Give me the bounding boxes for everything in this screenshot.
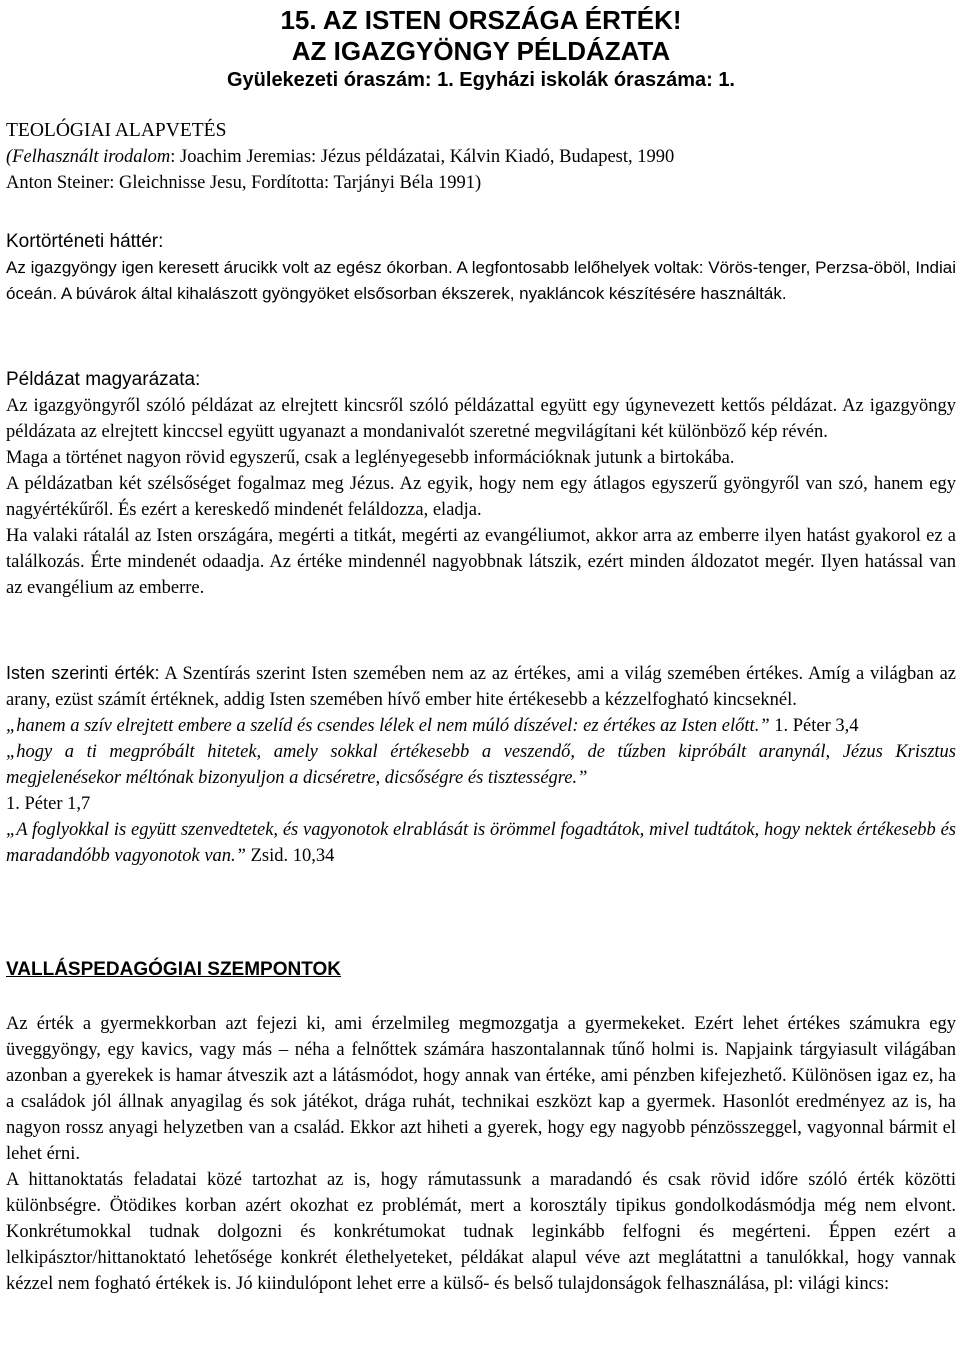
quote-1-reference: 1. Péter 3,4 (769, 716, 859, 736)
quote-2-text: „hogy a ti megpróbált hitetek, amely sokkal értékesebb a veszendő, de tűzben kipróbált aranynál, Jézus Krisztus megjelenésekor méltónak bizonyuljon a dicséretre, dicsőségre és tisztességre.” (6, 742, 956, 788)
godly-value-paragraph (6, 660, 956, 713)
godly-value-text: A Szentírás szerint Isten szemében nem az az értékes, ami a világ szemében értékes. Amíg a világban az arany, ezüst számít értéknek, addig Isten szemében hívő ember hite értékesebb a kézzelfogható kincseknél. (6, 664, 957, 710)
explanation-paragraph-3: A példázatban két szélsőséget fogalmaz meg Jézus. Az egyik, hogy nem egy átlagos egyszerű gyöngyről van szó, hanem egy nagyértékűről. És ezért a kereskedő mindenét feláldozza, eladja. (6, 474, 956, 520)
explanation-paragraph-2: Maga a történet nagyon rövid egyszerű, csak a leglényegesebb információknak jutunk a birtokába. (6, 448, 735, 468)
literature-reference-2: Anton Steiner: Gleichnisse Jesu, Fordította: Tarjányi Béla 1991) (6, 173, 482, 193)
godly-value-label: Isten szerinti érték: (6, 663, 160, 683)
quote-1-text: „hanem a szív elrejtett embere a szelíd és csendes lélek el nem múló díszével: ez értékes az Isten előtt.” (6, 716, 770, 736)
parable-explanation-section (6, 367, 956, 601)
religious-pedagogy-body (6, 1011, 956, 1297)
explanation-paragraph-4: Ha valaki rátalál az Isten országára, megérti a titkát, megérti az evangéliumot, akkor arra az emberre ilyen hatást gyakorol ez a találkozás. Érte mindenét odaadja. Az értéke mindennél nagyobbnak látszik, ezért minden áldozatot megér. Ilyen hatással van az evangélium az emberre. (6, 526, 956, 598)
historical-background-label: Kortörténeti háttér: (6, 231, 164, 252)
theology-section (6, 118, 956, 196)
historical-background-section (6, 229, 956, 307)
literature-reference-1: : Joachim Jeremias: Jézus példázatai, Kálvin Kiadó, Budapest, 1990 (170, 147, 675, 167)
quote-3-reference: Zsid. 10,34 (245, 846, 335, 866)
lesson-count-subtitle: Gyülekezeti óraszám: 1. Egyházi iskolák óraszáma: 1. (226, 69, 735, 91)
quote-3 (6, 817, 956, 869)
pedagogy-paragraph-2: A hittanoktatás feladatai közé tartozhat az is, hogy rámutassunk a maradandó és csak rövid időre szóló érték közötti különbségre. Ötödikes korban azért okozhat ez problémát, mert a korosztály tipikus gondolkodásmódja még nem elvont. Konkrétumokkal tudnak dolgozni és konkrétumokat tudnak leginkább felfogni és megérteni. Éppen ezért a lelkipásztor/hittanoktató lehetősége konkrét élethelyeteket, példákat alapul véve azt meglátattni a tanulókkal, hogy vannak kézzel nem fogható értékek is. Jó kiindulópont lehet erre a külső- és belső tulajdonságok felhasználása, pl: világi kincs: (6, 1170, 956, 1294)
parable-explanation-label: Példázat magyarázata: (6, 369, 201, 390)
literature-line-1 (6, 144, 956, 170)
religious-pedagogy-section (6, 957, 956, 983)
quote-3-text: „A foglyokkal is együtt szenvedtetek, és vagyonotok elrablását is örömmel fogadtátok, mivel tudtátok, hogy nektek értékesebb és maradandóbb vagyonotok van.” (6, 820, 956, 866)
explanation-paragraph-1: Az igazgyöngyről szóló példázat az elrejtett kincsről szóló példázattal együtt egy úgynevezett kettős példázat. Az igazgyöngy példázata az elrejtett kinccsel együtt ugyanazt a mondanivalót szeretné megvilágítani két különböző kép révén. (6, 396, 956, 442)
literature-label: (Felhasznált irodalom (6, 147, 171, 167)
parable-title: AZ IGAZGYÖNGY PÉLDÁZATA (291, 36, 671, 66)
pedagogy-paragraph-1: Az érték a gyermekkorban azt fejezi ki, ami érzelmileg megmozgatja a gyermekeket. Ezért lehet értékes számukra egy üveggyöngy, egy kavics, vagy más – néha a felnőttek számára haszontalannak tűnő holmi is. Napjaink tárgyiasult világában azonban a gyerekek is hamar átveszik azt a látásmódot, hogy annak van értéke, ami pénzben kifejezhető. Különösen igaz ez, ha a családok jól állnak anyagilag és sok játékot, drága ruhát, technikai eszközt kap a gyermek. Hasonlót eredményez az is, ha nagyon rossz anyagi helyzetben van a család. Ekkor azt hiheti a gyerek, hogy egy nagyobb pénzösszeggel, vagyonnal bármit el lehet érni. (6, 1014, 956, 1164)
quote-1 (6, 713, 956, 739)
quote-2-reference: 1. Péter 1,7 (6, 794, 91, 814)
historical-background-text: Az igazgyöngy igen keresett árucikk volt az egész ókorban. A legfontosabb lelőhelyek voltak: Vörös-tenger, Perzsa-öböl, Indiai óceán. A búvárok által kihalászott gyöngyöket elsősorban ékszerek, nyakláncok készítésére használták. (6, 258, 956, 303)
theology-heading: TEOLÓGIAI ALAPVETÉS (6, 120, 227, 141)
godly-value-section (6, 660, 956, 869)
religious-pedagogy-heading: VALLÁSPEDAGÓGIAI SZEMPONTOK (6, 959, 341, 980)
main-title: 15. AZ ISTEN ORSZÁGA ÉRTÉK! (280, 5, 682, 35)
